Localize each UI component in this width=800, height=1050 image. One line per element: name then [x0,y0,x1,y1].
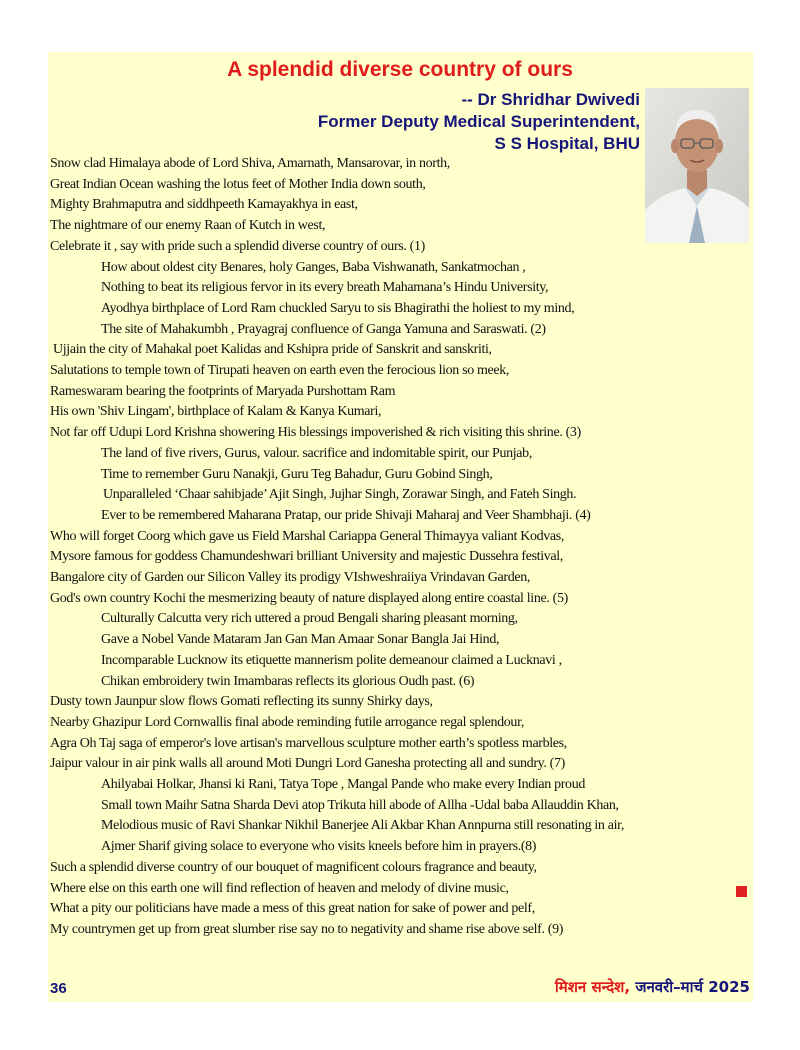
poem-line: Nearby Ghazipur Lord Cornwallis final abode reminding futile arrogance regal splendour, [50,714,524,730]
poem-line: Not far off Udupi Lord Krishna showering His blessings impoverished & rich visiting this shrine. (3) [50,425,581,441]
poem-line: Such a splendid diverse country of our bouquet of magnificent colours fragrance and beauty, [50,859,537,875]
poem-line: Ajmer Sharif giving solace to everyone who visits kneels before him in prayers.(8) [101,839,537,855]
author-portrait-image [645,88,749,243]
poem-line: Culturally Calcutta very rich uttered a proud Bengali sharing pleasant morning, [101,611,518,627]
issue-date: जनवरी–मार्च 2025 [635,978,750,996]
poem-line: Dusty town Jaunpur slow flows Gomati reflecting its sunny Shirky days, [50,694,433,710]
poem-line: Bangalore city of Garden our Silicon Valley its prodigy VIshweshraiiya Vrindavan Garden, [50,570,531,585]
poem-line: Unparalleled ‘Chaar sahibjade’ Ajit Singh, Jujhar Singh, Zorawar Singh, and Fateh Singh. [103,487,577,503]
journal-footer [555,977,750,997]
poem-line: Gave a Nobel Vande Mataram Jan Gan Man Amaar Sonar Bangla Jai Hind, [101,632,500,648]
author-photo [645,88,749,243]
poem-line: The land of five rivers, Gurus, valour. sacrifice and indomitable spirit, our Punjab, [101,445,532,461]
journal-name: मिशन सन्देश, [554,978,631,996]
poem-line: God's own country Kochi the mesmerizing beauty of nature displayed along entire coastal line. (5) [50,590,568,606]
end-of-article-marker [736,886,747,897]
poem-line: Jaipur valour in air pink walls all around Moti Dungri Lord Ganesha protecting all and sundry. (7) [50,756,565,772]
poem-line: Who will forget Coorg which gave us Field Marshal Cariappa General Thimayya valiant Kodvas, [50,528,565,544]
poem-line: Ahilyabai Holkar, Jhansi ki Rani, Tatya Tope , Mangal Pande who make every Indian proud [101,777,586,792]
poem-line: Nothing to beat its religious fervor in its every breath Mahamana’s Hindu University, [101,280,549,296]
poem-line: Agra Oh Taj saga of emperor's love artisan's marvellous sculpture mother earth’s spotless marbles, [50,735,567,751]
poem-line: Ujjain the city of Mahakal poet Kalidas and Kshipra pride of Sanskrit and sanskriti, [53,342,492,358]
poem-line: The nightmare of our enemy Raan of Kutch in west, [50,218,326,234]
poem-line: Celebrate it , say with pride such a splendid diverse country of ours. (1) [50,238,425,254]
poem-line: Melodious music of Ravi Shankar Nikhil Banerjee Ali Akbar Khan Annpurna still resonating in air, [101,818,625,834]
article-title: A splendid diverse country of ours [227,58,573,81]
poem-line: Mysore famous for goddess Chamundeshwari brilliant University and majestic Dussehra festival, [50,549,563,565]
poem-line: My countrymen get up from great slumber rise say no to negativity and shame rise above self. (9) [50,921,564,937]
poem-line: Ayodhya birthplace of Lord Ram chuckled Saryu to sis Bhagirathi the holiest to my mind, [101,300,575,316]
poem-line: Ever to be remembered Maharana Pratap, our pride Shivaji Maharaj and Veer Shambhaji. (4) [101,507,591,523]
poem-line: The site of Mahakumbh , Prayagraj confluence of Ganga Yamuna and Saraswati. (2) [101,321,546,337]
poem-line: Incomparable Lucknow its etiquette mannerism polite demeanour claimed a Lucknavi , [101,652,562,668]
poem-line: Great Indian Ocean washing the lotus feet of Mother India down south, [50,176,426,192]
author-designation: Former Deputy Medical Superintendent, [317,112,640,131]
poem-line: What a pity our politicians have made a mess of this great nation for sake of power and pelf, [50,901,535,917]
poem-line: Small town Maihr Satna Sharda Devi atop Trikuta hill abode of Allha -Udal baba Allauddin Khan, [101,797,619,813]
author-institution: S S Hospital, BHU [494,134,640,153]
poem-line: How about oldest city Benares, holy Ganges, Baba Vishwanath, Sankatmochan , [101,259,526,275]
poem-line: Chikan embroidery twin Imambaras reflects its glorious Oudh past. (6) [101,673,475,689]
poem-line: Where else on this earth one will find reflection of heaven and melody of divine music, [50,880,509,896]
author-name: -- Dr Shridhar Dwivedi [461,90,640,109]
poem-line: Snow clad Himalaya abode of Lord Shiva, Amarnath, Mansarovar, in north, [50,156,450,171]
poem-line: Rameswaram bearing the footprints of Maryada Purshottam Ram [50,383,396,399]
poem-line: His own 'Shiv Lingam', birthplace of Kalam & Kanya Kumari, [50,404,382,420]
page-number: 36 [50,980,67,997]
poem-line: Salutations to temple town of Tirupati heaven on earth even the ferocious lion so meek, [50,363,510,378]
poem-line: Time to remember Guru Nanakji, Guru Teg Bahadur, Guru Gobind Singh, [101,466,493,482]
poem-line: Mighty Brahmaputra and siddhpeeth Kamayakhya in east, [50,197,358,213]
